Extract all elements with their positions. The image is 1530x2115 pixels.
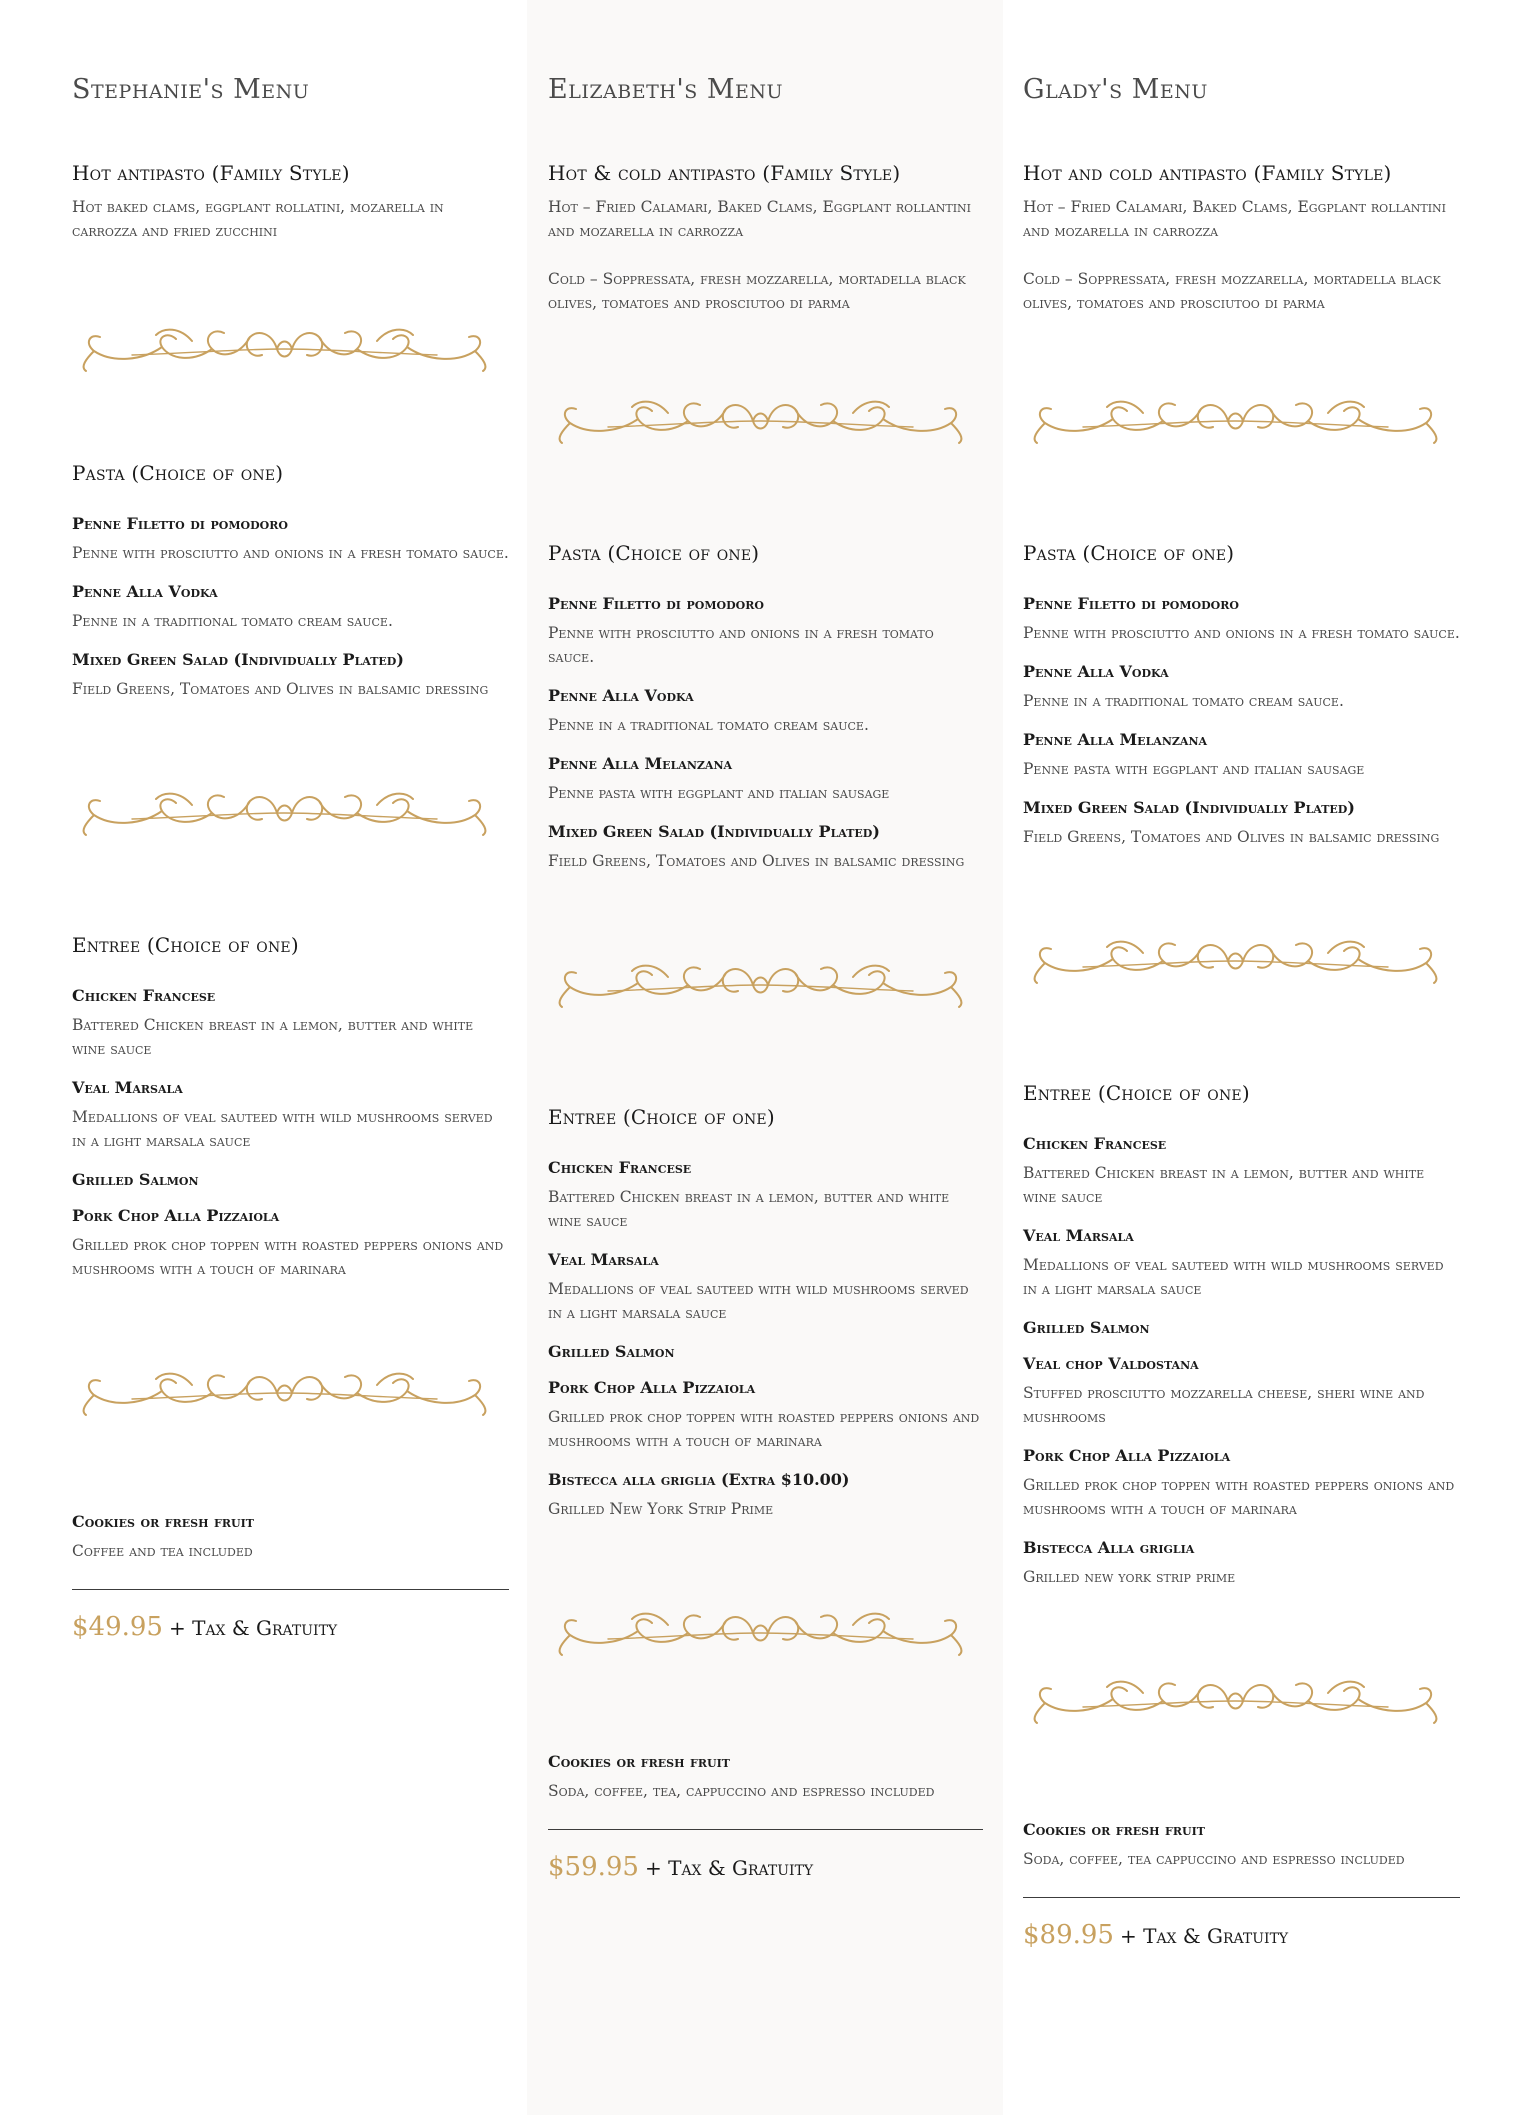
pasta-heading: Pasta (Choice of one): [72, 461, 284, 485]
menu-item-desc: Field Greens, Tomatoes and Olives in balsamic dressing: [1023, 828, 1440, 846]
menu-item-name: Chicken Francese: [548, 1158, 692, 1177]
menu-item-desc: Penne in a traditional tomato cream sauce.: [548, 716, 869, 734]
antipasto-desc: Cold – Soppressata, fresh mozzarella, mortadella black olives, tomatoes and prosciutoo di parma: [1023, 270, 1441, 312]
menu-item-desc: Penne with prosciutto and onions in a fresh tomato sauce.: [548, 624, 934, 666]
menu-item-name: Grilled Salmon: [548, 1342, 675, 1361]
antipasto-desc: Hot baked clams, eggplant rollatini, mozarella in carrozza and fried zucchini: [72, 198, 444, 240]
menu-item-name: Veal chop Valdostana: [1023, 1354, 1199, 1373]
dessert-desc: Coffee and tea included: [72, 1542, 253, 1560]
menu-price: $89.95: [1023, 1920, 1114, 1950]
menu-item-desc: Medallions of veal sauteed with wild mushrooms served in a light marsala sauce: [548, 1280, 969, 1322]
antipasto-heading: Hot & cold antipasto (Family Style): [548, 161, 901, 185]
flourish-divider-icon: [548, 955, 983, 1015]
price-line: [1023, 1918, 1460, 1955]
menu-item-name: Penne Filetto di pomodoro: [1023, 594, 1239, 613]
menu-item-desc: Grilled prok chop toppen with roasted peppers onions and mushrooms with a touch of marinara: [548, 1408, 980, 1450]
dessert-name: Cookies or fresh fruit: [72, 1512, 254, 1531]
dessert-desc: Soda, coffee, tea, cappuccino and espresso included: [548, 1782, 935, 1800]
menu-item-name: Mixed Green Salad (Individually Plated): [1023, 798, 1355, 817]
dessert-name: Cookies or fresh fruit: [548, 1752, 730, 1771]
menu-item-desc: Medallions of veal sauteed with wild mushrooms served in a light marsala sauce: [1023, 1256, 1444, 1298]
entree-heading: Entree (Choice of one): [548, 1105, 775, 1129]
antipasto-heading: Hot antipasto (Family Style): [72, 161, 350, 185]
price-line: [72, 1610, 509, 1647]
menu-item-name: Pork Chop Alla Pizzaiola: [548, 1378, 756, 1397]
menu-item-name: Penne Filetto di pomodoro: [72, 514, 288, 533]
menu-item-desc: Field Greens, Tomatoes and Olives in balsamic dressing: [72, 680, 489, 698]
tax-note: + Tax & Gratuity: [644, 1856, 814, 1880]
menu-item-name: Mixed Green Salad (Individually Plated): [548, 822, 880, 841]
menu-title: Elizabeth's Menu: [548, 74, 784, 105]
menu-item-name: Veal Marsala: [1023, 1226, 1134, 1245]
menu-title: Stephanie's Menu: [72, 74, 310, 105]
menu-item-desc: Grilled New York Strip Prime: [548, 1500, 774, 1518]
menu-item-name: Penne Alla Melanzana: [548, 754, 733, 773]
flourish-divider-icon: [548, 391, 983, 451]
menu-item-desc: Medallions of veal sauteed with wild mushrooms served in a light marsala sauce: [72, 1108, 493, 1150]
tax-note: + Tax & Gratuity: [168, 1616, 338, 1640]
menu-item-desc: Grilled prok chop toppen with roasted peppers onions and mushrooms with a touch of marinara: [1023, 1476, 1455, 1518]
menu-item-name: Pork Chop Alla Pizzaiola: [1023, 1446, 1231, 1465]
menu-item-name: Penne Alla Vodka: [72, 582, 218, 601]
antipasto-desc: Cold – Soppressata, fresh mozzarella, mortadella black olives, tomatoes and prosciutoo di parma: [548, 270, 966, 312]
pasta-heading: Pasta (Choice of one): [1023, 541, 1235, 565]
entree-heading: Entree (Choice of one): [72, 933, 299, 957]
menu-item-desc: Penne pasta with eggplant and italian sausage: [548, 784, 890, 802]
menu-item-desc: Battered Chicken breast in a lemon, butter and white wine sauce: [548, 1188, 950, 1230]
antipasto-heading: Hot and cold antipasto (Family Style): [1023, 161, 1392, 185]
menu-item-name: Penne Alla Melanzana: [1023, 730, 1208, 749]
menu-item-name: Penne Filetto di pomodoro: [548, 594, 764, 613]
menu-item-desc: Penne with prosciutto and onions in a fresh tomato sauce.: [72, 544, 509, 562]
flourish-divider-icon: [72, 1363, 509, 1423]
divider-line: [72, 1589, 509, 1590]
divider-line: [1023, 1897, 1460, 1898]
menu-price: $49.95: [72, 1612, 163, 1642]
menu-item-desc: Battered Chicken breast in a lemon, butter and white wine sauce: [72, 1016, 474, 1058]
pasta-heading: Pasta (Choice of one): [548, 541, 760, 565]
menu-item-desc: Penne pasta with eggplant and italian sausage: [1023, 760, 1365, 778]
menu-item-name: Chicken Francese: [72, 986, 216, 1005]
dessert-name: Cookies or fresh fruit: [1023, 1820, 1205, 1839]
antipasto-desc: Hot – Fried Calamari, Baked Clams, Eggplant rollantini and mozarella in carrozza: [548, 198, 972, 240]
price-line: [548, 1850, 983, 1887]
menu-title: Glady's Menu: [1023, 74, 1208, 105]
menu-item-name: Veal Marsala: [548, 1250, 659, 1269]
menu-price: $59.95: [548, 1852, 639, 1882]
menu-item-desc: Penne in a traditional tomato cream sauce.: [1023, 692, 1344, 710]
flourish-divider-icon: [72, 783, 509, 843]
menu-item-desc: Penne in a traditional tomato cream sauce.: [72, 612, 393, 630]
menu-item-name: Bistecca alla griglia (Extra $10.00): [548, 1470, 850, 1489]
menu-column-elizabeth: [527, 0, 1003, 2115]
antipasto-desc: Hot – Fried Calamari, Baked Clams, Eggplant rollantini and mozarella in carrozza: [1023, 198, 1447, 240]
menu-item-name: Grilled Salmon: [1023, 1318, 1150, 1337]
menu-item-name: Penne Alla Vodka: [548, 686, 694, 705]
dessert-desc: Soda, coffee, tea cappuccino and espresso included: [1023, 1850, 1405, 1868]
menu-item-desc: Grilled prok chop toppen with roasted peppers onions and mushrooms with a touch of marinara: [72, 1236, 504, 1278]
entree-heading: Entree (Choice of one): [1023, 1081, 1250, 1105]
menu-item-desc: Battered Chicken breast in a lemon, butter and white wine sauce: [1023, 1164, 1425, 1206]
flourish-divider-icon: [1023, 1671, 1460, 1731]
menu-item-desc: Grilled new york strip prime: [1023, 1568, 1236, 1586]
menu-item-name: Chicken Francese: [1023, 1134, 1167, 1153]
flourish-divider-icon: [1023, 391, 1460, 451]
divider-line: [548, 1829, 983, 1830]
menu-item-name: Mixed Green Salad (Individually Plated): [72, 650, 404, 669]
menu-item-desc: Penne with prosciutto and onions in a fresh tomato sauce.: [1023, 624, 1460, 642]
menu-item-name: Bistecca Alla griglia: [1023, 1538, 1195, 1557]
menu-column-glady: [1003, 0, 1530, 2115]
flourish-divider-icon: [1023, 931, 1460, 991]
menu-item-name: Grilled Salmon: [72, 1170, 199, 1189]
menu-item-name: Penne Alla Vodka: [1023, 662, 1169, 681]
menu-item-desc: Field Greens, Tomatoes and Olives in balsamic dressing: [548, 852, 965, 870]
menu-column-stephanie: [0, 0, 527, 2115]
tax-note: + Tax & Gratuity: [1119, 1924, 1289, 1948]
flourish-divider-icon: [548, 1603, 983, 1663]
flourish-divider-icon: [72, 319, 509, 379]
menu-item-desc: Stuffed prosciutto mozzarella cheese, sheri wine and mushrooms: [1023, 1384, 1425, 1426]
menu-item-name: Veal Marsala: [72, 1078, 183, 1097]
menu-item-name: Pork Chop Alla Pizzaiola: [72, 1206, 280, 1225]
